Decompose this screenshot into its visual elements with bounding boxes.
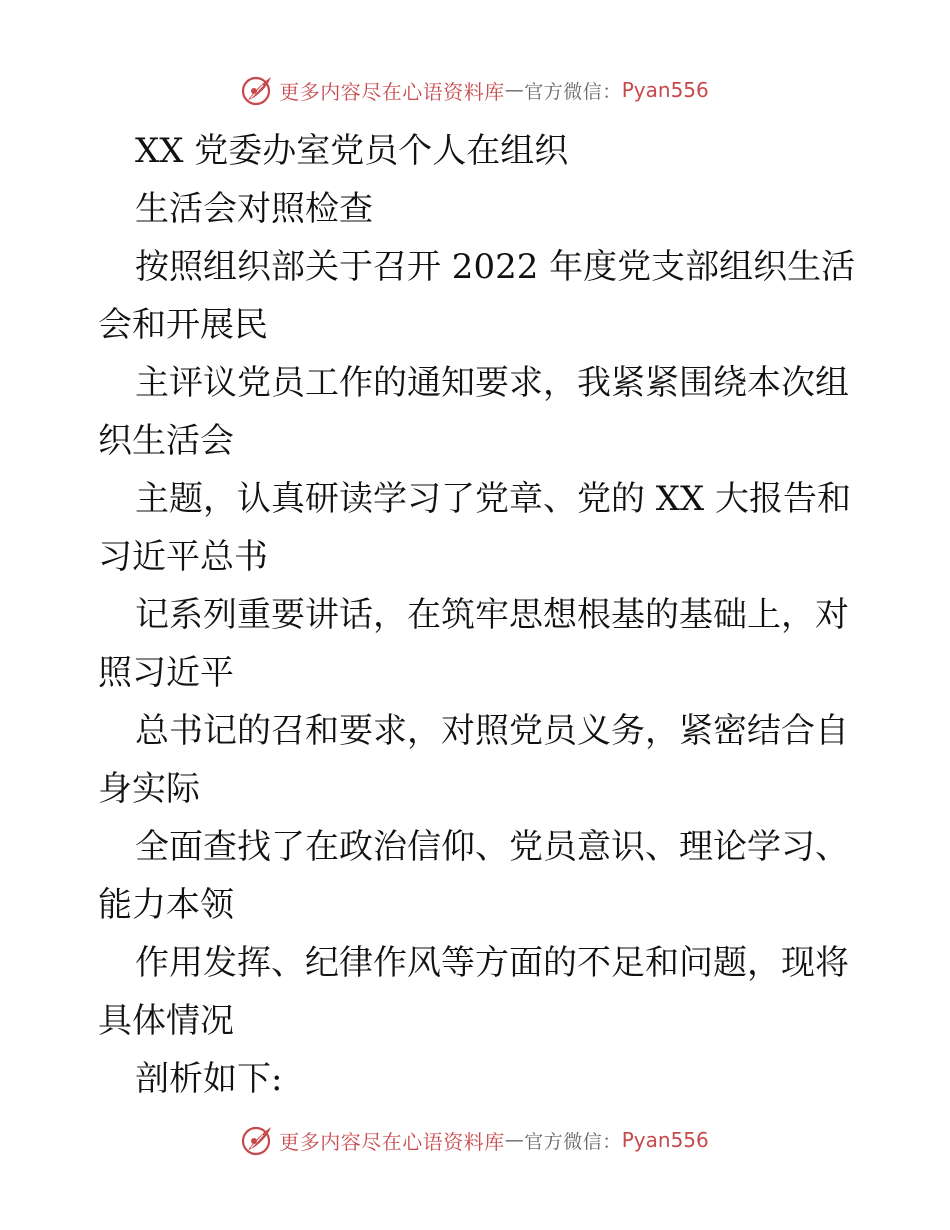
- watermark-site-text: 更多内容尽在心语资料库: [279, 79, 505, 104]
- watermark-wechat-label: 官方微信：: [524, 1130, 622, 1153]
- paragraph-line: 织生活会: [98, 421, 234, 461]
- paragraph-line: 主评议党员工作的通知要求，我紧紧围绕本次组: [135, 363, 849, 403]
- paragraph-line: 作用发挥、纪律作风等方面的不足和问题，现将: [135, 943, 849, 983]
- feather-pen-logo-icon: [241, 73, 275, 107]
- paragraph-line: 身实际: [98, 769, 200, 809]
- document-title-line-2: 生活会对照检查: [135, 189, 373, 229]
- document-title-line-1: XX 党委办室党员个人在组织: [135, 131, 569, 171]
- footer-watermark: [0, 1120, 950, 1160]
- paragraph-line: 全面查找了在政治信仰、党员意识、理论学习、: [135, 827, 849, 867]
- watermark-separator: —: [504, 79, 525, 101]
- header-watermark: [0, 70, 950, 110]
- feather-pen-logo-icon: [241, 1123, 275, 1157]
- paragraph-line: 照习近平: [98, 653, 234, 693]
- paragraph-line: 主题，认真研读学习了党章、党的 XX 大报告和: [135, 479, 852, 519]
- paragraph-line: 记系列重要讲话，在筑牢思想根基的基础上，对: [135, 595, 849, 635]
- watermark-site-text: 更多内容尽在心语资料库: [279, 1129, 505, 1154]
- watermark-account: Pyan556: [621, 1128, 709, 1152]
- watermark-separator: —: [504, 1129, 525, 1151]
- paragraph-line: 会和开展民: [98, 305, 268, 345]
- paragraph-line: 剖析如下:: [135, 1059, 283, 1099]
- paragraph-line: 习近平总书: [98, 537, 268, 577]
- watermark-wechat-label: 官方微信：: [524, 80, 622, 103]
- paragraph-line: 总书记的召和要求，对照党员义务，紧密结合自: [135, 711, 849, 751]
- paragraph-line: 按照组织部关于召开 2022 年度党支部组织生活: [135, 247, 856, 287]
- paragraph-line: 能力本领: [98, 885, 234, 925]
- watermark-account: Pyan556: [621, 78, 709, 102]
- paragraph-line: 具体情况: [98, 1001, 234, 1041]
